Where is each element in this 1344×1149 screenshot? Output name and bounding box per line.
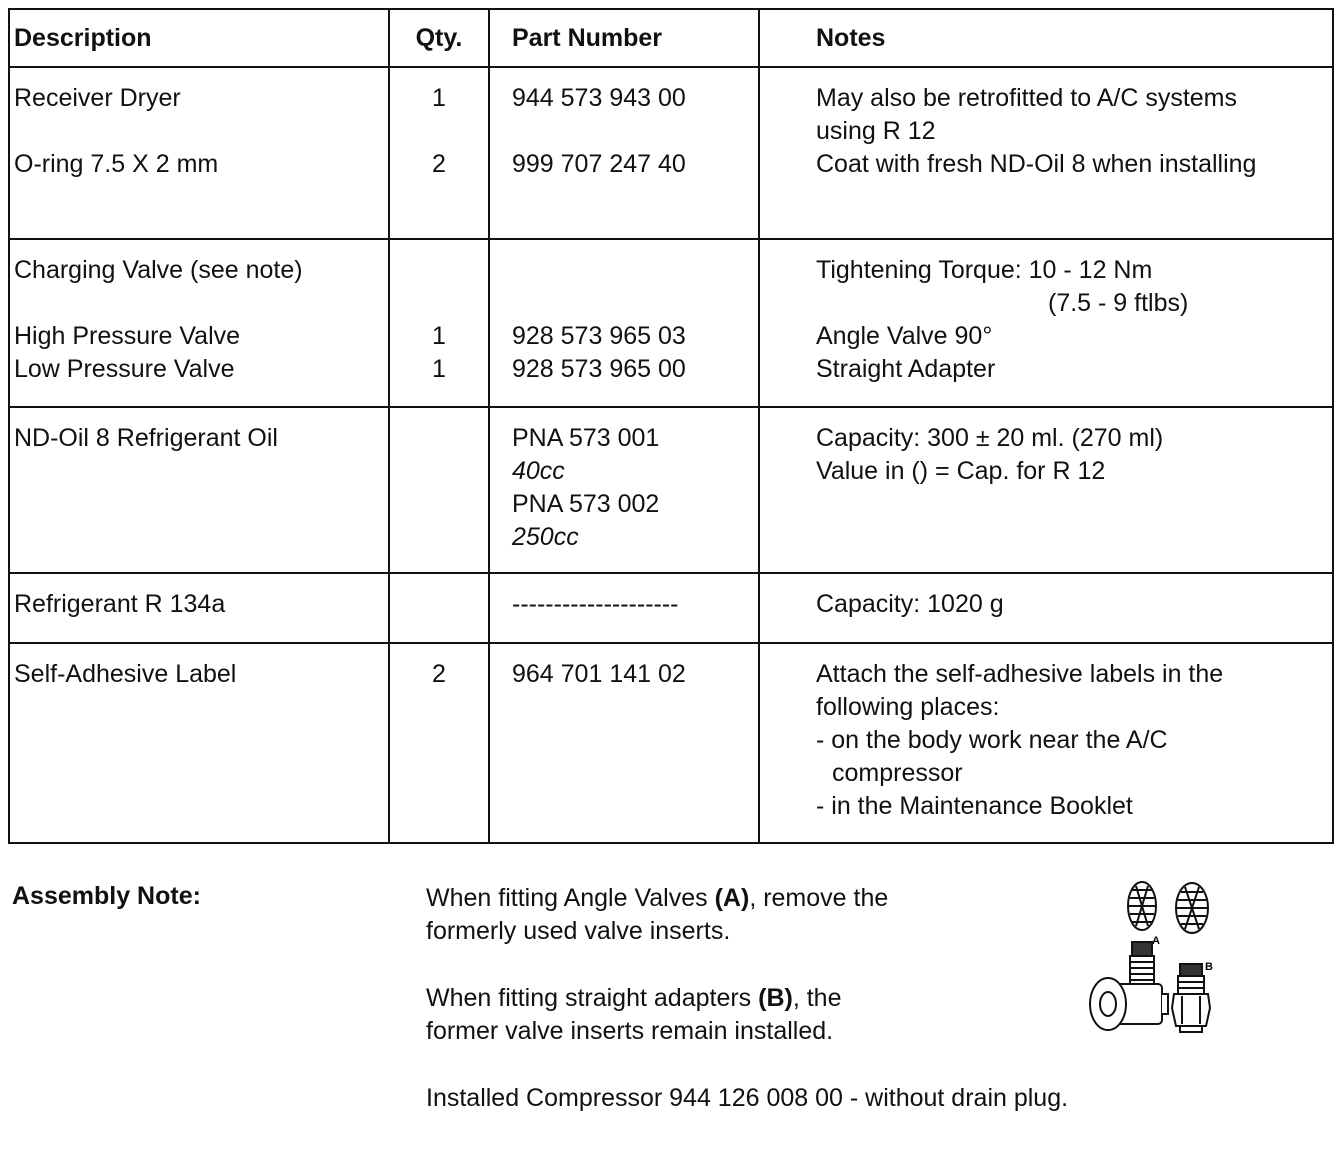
header-description: Description — [9, 9, 389, 67]
valve-marker-b: (B) — [758, 984, 793, 1012]
item-description: Low Pressure Valve — [14, 355, 235, 383]
cell-part-number — [489, 67, 759, 239]
item-part-number: 928 573 965 00 — [512, 355, 686, 383]
assembly-note-paragraph: Installed Compressor 944 126 008 00 - without drain plug. — [426, 1084, 1069, 1112]
cell-qty — [389, 573, 489, 643]
cell-part-number — [489, 643, 759, 843]
note-line: May also be retrofitted to A/C systems — [816, 84, 1237, 112]
angle-valve-icon — [1090, 942, 1168, 1030]
item-size: 250cc — [512, 523, 579, 551]
note-line: following places: — [816, 693, 1000, 721]
note-line: compressor — [832, 759, 963, 787]
item-qty: 2 — [432, 660, 446, 688]
note-line: (7.5 - 9 ftlbs) — [1048, 289, 1189, 317]
cell-notes — [759, 643, 1333, 843]
cell-description — [9, 67, 389, 239]
item-description: Self-Adhesive Label — [14, 660, 237, 688]
item-part-number: 999 707 247 40 — [512, 150, 686, 178]
note-text-fragment: former valve inserts remain installed. — [426, 1017, 834, 1045]
parts-table — [8, 8, 1334, 844]
assembly-note-paragraph — [426, 882, 1068, 948]
cell-part-number — [489, 239, 759, 407]
note-line: Angle Valve 90° — [816, 322, 993, 350]
assembly-note-body — [426, 882, 1068, 1149]
cell-notes — [759, 239, 1333, 407]
cell-qty — [389, 643, 489, 843]
note-line: Value in () = Cap. for R 12 — [816, 457, 1106, 485]
cell-description — [9, 407, 389, 573]
cell-description — [9, 643, 389, 843]
figure-label-b: B — [1205, 961, 1213, 973]
note-text-fragment: , remove the — [749, 884, 889, 912]
item-qty: 2 — [432, 150, 446, 178]
assembly-note-paragraph — [426, 982, 1068, 1048]
note-line: Tightening Torque: 10 - 12 Nm — [816, 256, 1153, 284]
item-part-number: -------------------- — [512, 590, 679, 618]
item-description: ND-Oil 8 Refrigerant Oil — [14, 424, 278, 452]
item-qty: 1 — [432, 84, 446, 112]
note-line: Straight Adapter — [816, 355, 996, 383]
note-text-fragment: , the — [792, 984, 842, 1012]
cell-qty — [389, 67, 489, 239]
cell-part-number — [489, 573, 759, 643]
note-line: Capacity: 1020 g — [816, 590, 1004, 618]
item-part-number: PNA 573 002 — [512, 490, 660, 518]
note-text-fragment: When fitting Angle Valves — [426, 884, 715, 912]
item-description: Receiver Dryer — [14, 84, 181, 112]
cell-part-number — [489, 407, 759, 573]
valve-marker-a: (A) — [714, 884, 750, 912]
note-line: Coat with fresh ND-Oil 8 when installing — [816, 150, 1257, 178]
header-qty: Qty. — [389, 9, 489, 67]
table-row — [9, 407, 1333, 573]
table-row — [9, 239, 1333, 407]
note-text-fragment: When fitting straight adapters — [426, 984, 759, 1012]
cell-notes — [759, 67, 1333, 239]
table-row — [9, 573, 1333, 643]
cell-qty — [389, 239, 489, 407]
note-text-fragment: formerly used valve inserts. — [426, 917, 731, 945]
note-line: Attach the self-adhesive labels in the — [816, 660, 1224, 688]
cell-description — [9, 573, 389, 643]
item-description: O-ring 7.5 X 2 mm — [14, 150, 219, 178]
item-qty: 1 — [432, 322, 446, 350]
item-description: Refrigerant R 134a — [14, 590, 226, 618]
item-size: 40cc — [512, 457, 565, 485]
header-part-number: Part Number — [489, 9, 759, 67]
note-line: using R 12 — [816, 117, 936, 145]
note-line: Capacity: 300 ± 20 ml. (270 ml) — [816, 424, 1164, 452]
assembly-note-label: Assembly Note: — [12, 882, 201, 910]
item-description: High Pressure Valve — [14, 322, 241, 350]
note-line: - on the body work near the A/C — [816, 726, 1168, 754]
table-row — [9, 67, 1333, 239]
figure-label-a: A — [1152, 935, 1160, 947]
item-part-number: 944 573 943 00 — [512, 84, 686, 112]
item-part-number: 964 701 141 02 — [512, 660, 686, 688]
cell-description — [9, 239, 389, 407]
header-notes: Notes — [759, 9, 1333, 67]
item-description: Charging Valve (see note) — [14, 256, 303, 284]
table-row — [9, 643, 1333, 843]
straight-adapter-icon — [1172, 964, 1210, 1032]
item-qty: 1 — [432, 355, 446, 383]
table-header-row — [9, 9, 1333, 67]
valve-insert-b-icon — [1176, 883, 1208, 933]
item-part-number: 928 573 965 03 — [512, 322, 686, 350]
cell-qty — [389, 407, 489, 573]
valve-illustration — [1082, 876, 1222, 1046]
cell-notes — [759, 573, 1333, 643]
note-line: - in the Maintenance Booklet — [816, 792, 1133, 820]
valve-insert-a-icon — [1128, 882, 1156, 930]
cell-notes — [759, 407, 1333, 573]
item-part-number: PNA 573 001 — [512, 424, 660, 452]
